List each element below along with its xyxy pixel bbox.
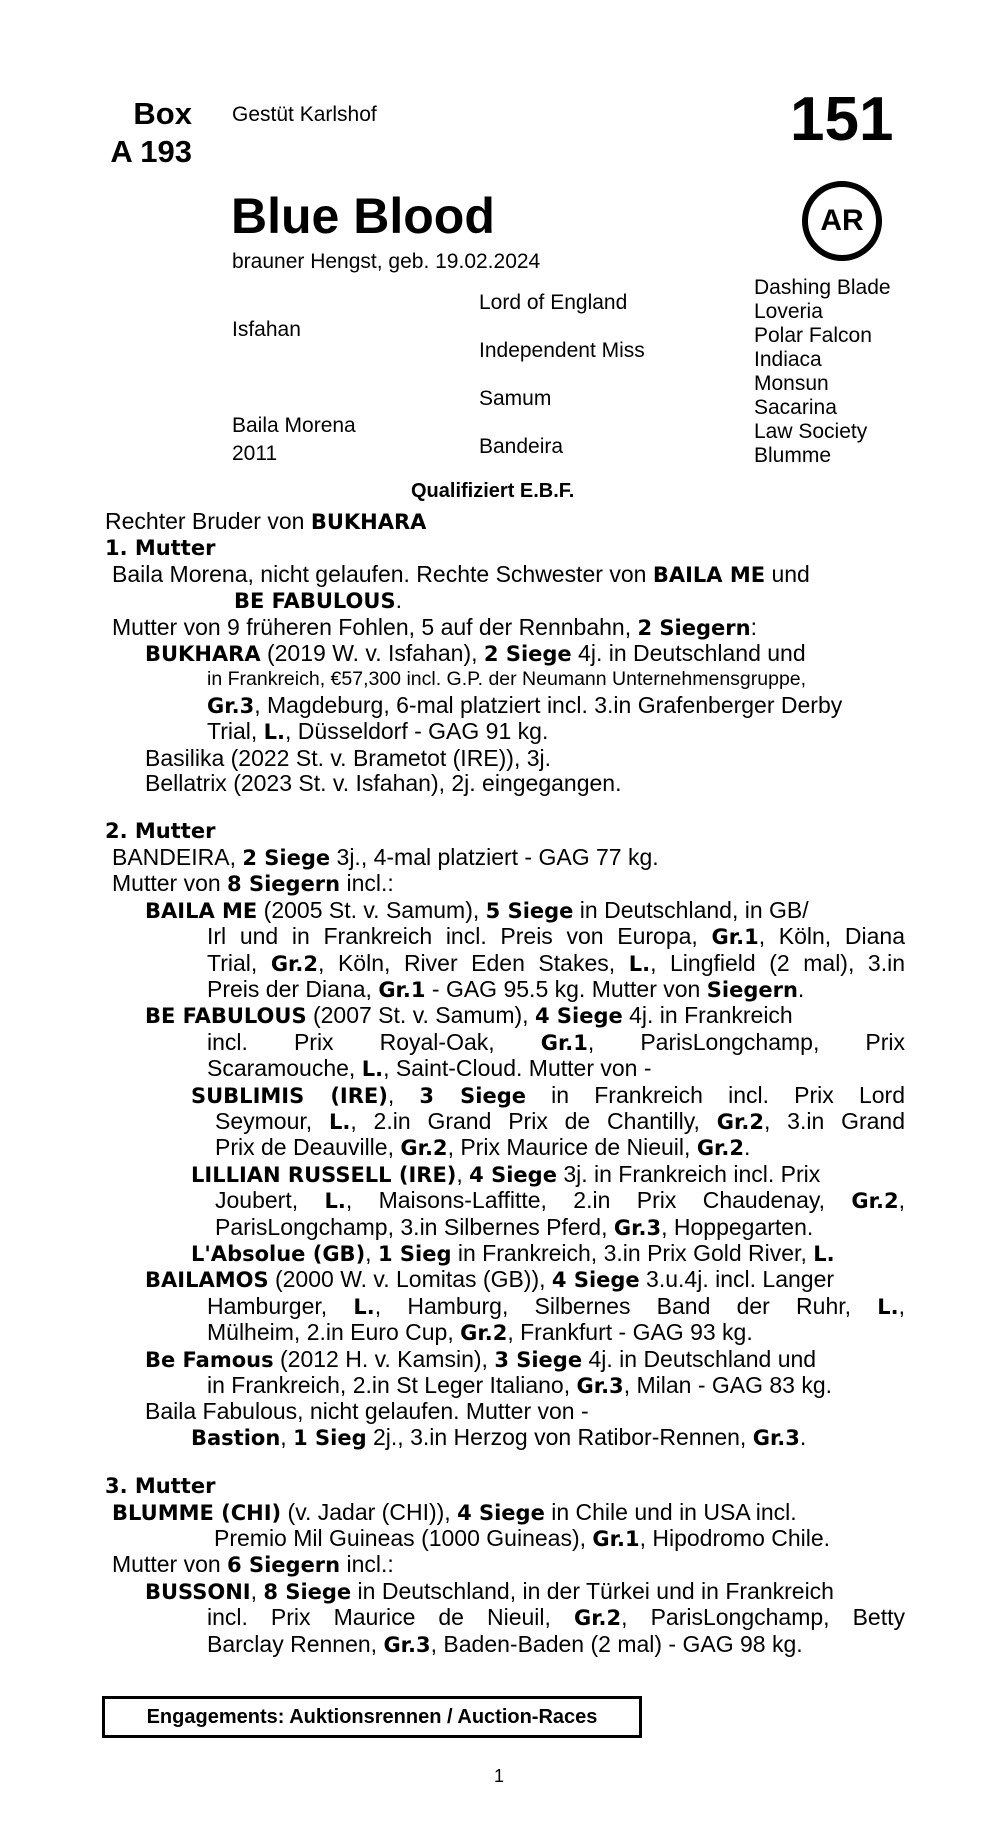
lot-number: 151 <box>790 85 894 154</box>
consignor: Gestüt Karlshof <box>232 103 377 126</box>
engagements-box: Engagements: Auktionsrennen / Auction-Races <box>102 1696 642 1738</box>
ar-badge: AR <box>802 181 882 261</box>
progeny-entry: Bastion, 1 Sieg 2j., 3.in Herzog von Ratibor-Rennen, Gr.3. <box>191 1423 807 1450</box>
progeny-entry: SUBLIMIS (IRE), 3 Siege in Frankreich incl. Prix Lord <box>191 1081 905 1108</box>
box-label: Box A 193 <box>110 96 192 169</box>
progeny-entry: Bellatrix (2023 St. v. Isfahan), 2j. eingegangen. <box>145 770 622 797</box>
great-grandparent: Polar Falcon <box>754 324 872 347</box>
progeny-entry: BE FABULOUS (2007 St. v. Samum), 4 Siege 4j. in Frankreich <box>145 1002 793 1029</box>
section-first-dam: 1. Mutter <box>105 536 216 561</box>
great-grandparent: Dashing Blade <box>754 276 891 299</box>
horse-name: Blue Blood <box>231 188 495 244</box>
pedigree-sire-sire: Lord of England <box>479 291 628 314</box>
great-grandparent: Sacarina <box>754 396 837 419</box>
progeny-entry: Basilika (2022 St. v. Brametot (IRE)), 3j. <box>145 744 552 771</box>
progeny-entry: Be Famous (2012 H. v. Kamsin), 3 Siege 4j. in Deutschland und <box>145 1345 817 1372</box>
progeny-entry: BAILA ME (2005 St. v. Samum), 5 Siege in Deutschland, in GB/ <box>145 896 809 923</box>
pedigree-sire-dam: Independent Miss <box>479 339 645 362</box>
progeny-entry: L'Absolue (GB), 1 Sieg in Frankreich, 3.in Prix Gold River, L. <box>191 1239 835 1266</box>
pedigree-dam-dam: Bandeira <box>479 435 564 458</box>
pedigree-great-grandparents <box>754 276 891 468</box>
great-grandparent: Loveria <box>754 300 823 323</box>
pedigree-dam-year: 2011 <box>232 442 278 465</box>
pedigree-sire: Isfahan <box>232 318 301 341</box>
great-grandparent: Blumme <box>754 444 832 467</box>
progeny-entry: BUKHARA (2019 W. v. Isfahan), 2 Siege 4j. in Deutschland und <box>145 640 806 667</box>
pedigree-dam-sire: Samum <box>479 387 552 410</box>
page-number: 1 <box>494 1766 505 1786</box>
great-grandparent: Law Society <box>754 420 868 443</box>
progeny-entry: Baila Fabulous, nicht gelaufen. Mutter von - <box>145 1398 589 1425</box>
section-second-dam: 2. Mutter <box>105 819 216 844</box>
horse-description: brauner Hengst, geb. 19.02.2024 <box>232 250 541 273</box>
dam-line: Baila Morena, nicht gelaufen. Rechte Schwester von BAILA ME und <box>112 560 810 587</box>
progeny-entry: LILLIAN RUSSELL (IRE), 4 Siege 3j. in Frankreich incl. Prix <box>191 1160 821 1187</box>
qualification: Qualifiziert E.B.F. <box>411 480 575 502</box>
progeny-entry: BUSSONI, 8 Siege in Deutschland, in der Türkei und in Frankreich <box>145 1577 834 1604</box>
pedigree-dam: Baila Morena <box>232 414 356 437</box>
progeny-entry: BAILAMOS (2000 W. v. Lomitas (GB)), 4 Siege 3.u.4j. incl. Langer <box>145 1266 835 1293</box>
catalogue-text: Rechter Bruder von BUKHARA 1. Mutter Baila Morena, nicht gelaufen. Rechte Schwester von BAILA ME und BE FABULOUS. Mutter von 9 früheren Fohlen, 5 auf der Rennbahn, 2 Siegern: BUKHARA (2019 W. v. Isfahan), 2 Siege 4j. in Deutschland und in Frankreich, €57,300 incl. G.P. der Neumann Unternehmensgruppe, Gr.3, Magdeburg, 6-mal platziert incl. 3.in Grafenberger Derby Trial, L., Düsseldorf - GAG 91 kg. Basilika (2022 St. v. Brametot (IRE)), 3j. Bellatrix (2023 St. v. Isfahan), 2j. eingegangen. 2. Mutter BANDEIRA, 2 Siege 3j., 4-mal platziert - GAG 77 kg. Mutter von 8 Siegern incl.: BAILA ME (2005 St. v. Samum), 5 Siege in Deutschland, in GB/ Irl und in Frankreich incl. Preis von Europa, Gr.1, Köln, Diana Trial, Gr.2, Köln, River Eden Stakes, L., Lingfield (2 mal), 3.in Preis der Diana, Gr.1 - GAG 95.5 kg. Mutter von Siegern. BE FABULOUS (2007 St. v. Samum), 4 Siege 4j. in Frankreich incl. Prix Royal-Oak, Gr.1, ParisLongchamp, Prix Scaramouche, L., Saint-Cloud. Mutter von - SUBLIMIS (IRE), 3 Siege in Frankreich incl. Prix Lord Seymour, L., 2.in Grand Prix de Chantilly, Gr.2, 3.in Grand Prix de Deauville, Gr.2, Prix Maurice de Nieuil, Gr.2. LILLIAN RUSSELL (IRE), 4 Siege 3j. in Frankreich incl. Prix Joubert, L., Maisons-Laffitte, 2.in Prix Chaudenay, Gr.2, ParisLongchamp, 3.in Silbernes Pferd, Gr.3, Hoppegarten. L'Absolue (GB), 1 Sieg in Frankreich, 3.in Prix Gold River, L. BAILAMOS (2000 W. v. Lomitas (GB)), 4 Siege 3.u.4j. incl. Langer Hamburger, L., Hamburg, Silbernes Band der Ruhr, L., Mülheim, 2.in Euro Cup, Gr.2, Frankfurt - GAG 93 kg. Be Famous (2012 H. v. Kamsin), 3 Siege 4j. in Deutschland und in Frankreich, 2.in St Leger Italiano, Gr.3, Milan - GAG 83 kg. Baila Fabulous, nicht gelaufen. Mutter von - Bastion, 1 Sieg 2j., 3.in Herzog von Ratibor-Rennen, Gr.3. 3. Mutter BLUMME (CHI) (v. Jadar (CHI)), 4 Siege in Chile und in USA incl. Premio Mil Guineas (1000 Guineas), Gr.1, Hipodromo Chile. Mutter von 6 Siegern incl.: BUSSONI, 8 Siege in Deutschland, in der Türkei und in Frankreich incl. Prix Maurice de Nieuil, Gr.2, ParisLongchamp, Betty Barclay Rennen, Gr.3, Baden-Baden (2 mal) - GAG 98 kg. <box>105 508 906 1657</box>
section-third-dam: 3. Mutter <box>105 1474 216 1499</box>
brother-line: Rechter Bruder von BUKHARA <box>105 508 427 534</box>
great-grandparent: Indiaca <box>754 348 822 371</box>
great-grandparent: Monsun <box>754 372 829 395</box>
